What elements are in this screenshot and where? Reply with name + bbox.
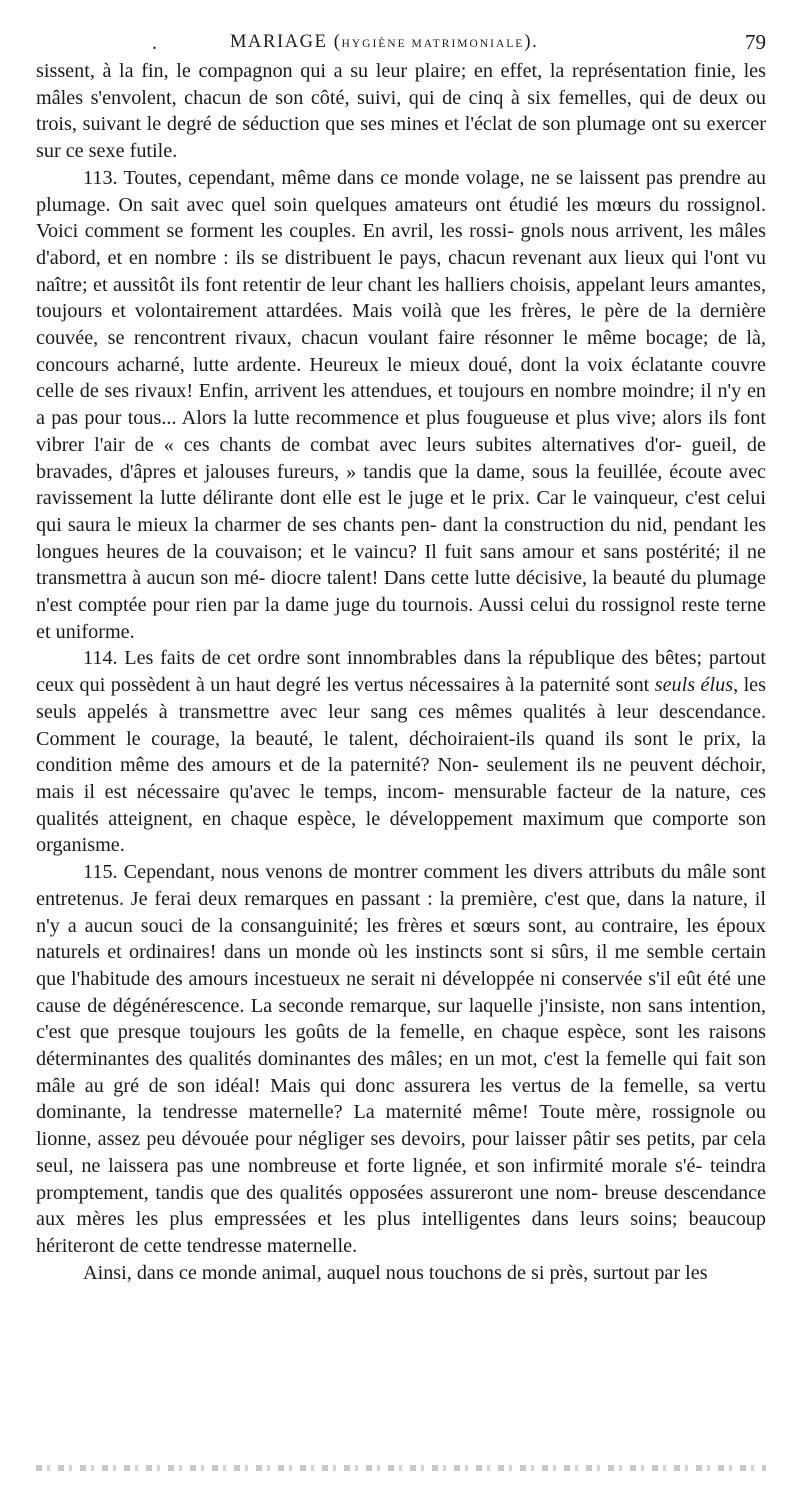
paragraph-text: Toutes, cependant, même dans ce monde volage, ne se laissent pas prendre au plumage. On sait avec quel soin quelques amateurs ont étudié les mœurs du rossignol. Voici comment se forment les couples. En avril, les rossi- gnols nous arrivent, les mâles d'abord, et en nombre : ils se distribuent le pays, chacun revenant aux lieux qui l'ont vu naître; et aussitôt ils font retentir de leur chant les halliers choisis, appelant leurs amantes, toujours et volontairement attardées. Mais voilà que les frères, le père de la dernière couvée, se rencontrent rivaux, chacun voulant faire résonner le même bocage; de là, concours acharné, lutte ardente. Heureux le mieux doué, dont la voix éclatante couvre celle de ses rivaux! Enfin, arrivent les attendues, et toujours en nombre moindre; il n'y en a pas pour tous... Alors la lutte recommence et plus fougueuse et plus vive; alors ils font vibrer l'air de « ces chants de combat avec leurs subites alternatives d'or- gueil, de bravades, d'âpres et jalouses fureurs, » tandis que la dame, sous la feuillée, écoute avec ravissement la lutte délirante dont elle est le juge et le prix. Car le vainqueur, c'est celui qui saura le mieux la charmer de ses chants pen- dant la construction du nid, pendant les longues heures de la couvaison; et le vaincu? Il fuit sans amour et sans postérité; il ne transmettra à aucun son mé- diocre talent! Dans cette lutte décisive, la beauté du plumage n'est comptée pour rien par la dame juge du tournois. Aussi celui du rossignol reste terne et uniforme. xyxy=(36,166,766,643)
scan-noise-line xyxy=(36,1465,766,1471)
paragraph-115 xyxy=(36,859,766,1260)
paragraph-number: 115. xyxy=(83,861,118,884)
book-page xyxy=(36,28,766,1286)
emphasis-text: seuls élus xyxy=(654,674,734,697)
paragraph-114 xyxy=(36,645,766,859)
body-text xyxy=(36,58,766,1286)
paragraph-final: Ainsi, dans ce monde animal, auquel nous touchons de si près, surtout par les xyxy=(83,1261,708,1284)
paragraph-continuation: sissent, à la fin, le compagnon qui a su leur plaire; en effet, la représentation finie, les mâles s'envolent, chacun de son côté, suivi, qui de cinq à six femelles, qui de deux ou trois, suivant le degré de séduction que ses mines et l'éclat de son plumage ont su exercer sur ce sexe futile. xyxy=(36,60,766,163)
paragraph-113 xyxy=(36,165,766,646)
paragraph-text: Les faits de cet ordre sont innombrables dans la république des bêtes; partout ceux qui possèdent à un haut degré les vertus nécessaires à la paternité sont xyxy=(36,647,767,697)
running-head-dot: . xyxy=(152,32,157,54)
page-number: 79 xyxy=(745,30,766,54)
paragraph-text: , les seuls appelés à transmettre avec leur sang ces mêmes qualités à leur descendance. Comment le courage, la beauté, le talent, déchoiraient-ils quand ils sont le prix, la condition même des amours et de la paternité? Non- seulement ils ne peuvent déchoir, mais il est nécessaire qu'avec le temps, incom- mensurable facteur de la nature, ces qualités atteignent, en chaque espèce, le développement maximum que comporte son organisme. xyxy=(36,674,766,857)
running-head xyxy=(36,28,766,58)
paragraph-number: 114. xyxy=(83,647,118,670)
paragraph-text: Cependant, nous venons de montrer comment les divers attributs du mâle sont entretenus. Je ferai deux remarques en passant : la première, c'est que, dans la nature, il n'y a aucun souci de la consanguinité; les frères et sœurs sont, au contraire, les époux naturels et ordinaires! dans un monde où les instincts sont si sûrs, il me semble certain que l'habitude des amours incestueux ne serait ni développée ni conservée s'il eût été une cause de dégénérescence. La seconde remarque, sur laquelle j'insiste, non sans intention, c'est que presque toujours les goûts de la femelle, en chaque espèce, sont les raisons déterminantes des qualités dominantes des mâles; en un mot, c'est la femelle qui fait son mâle au gré de son idéal! Mais qui donc assurera les vertus de la femelle, sa vertu dominante, la tendresse maternelle? La maternité même! Toute mère, rossignole ou lionne, assez peu dévouée pour négliger ses devoirs, pour laisser pâtir ses petits, par cela seul, ne laissera pas une nombreuse et forte lignée, et son infirmité morale s'é- teindra promptement, tandis que des qualités opposées assureront une nom- breuse descendance aux mères les plus empressées et les plus intelligentes dans leurs soins; beaucoup hériteront de cette tendresse maternelle. xyxy=(36,861,767,1257)
running-head-title-main: MARIAGE ( xyxy=(230,32,342,52)
running-head-title xyxy=(230,32,538,53)
running-head-title-subtitle: HYGIÈNE MATRIMONIALE xyxy=(341,38,525,50)
paragraph-number: 113. xyxy=(83,166,118,189)
running-head-title-end: ). xyxy=(524,32,539,52)
